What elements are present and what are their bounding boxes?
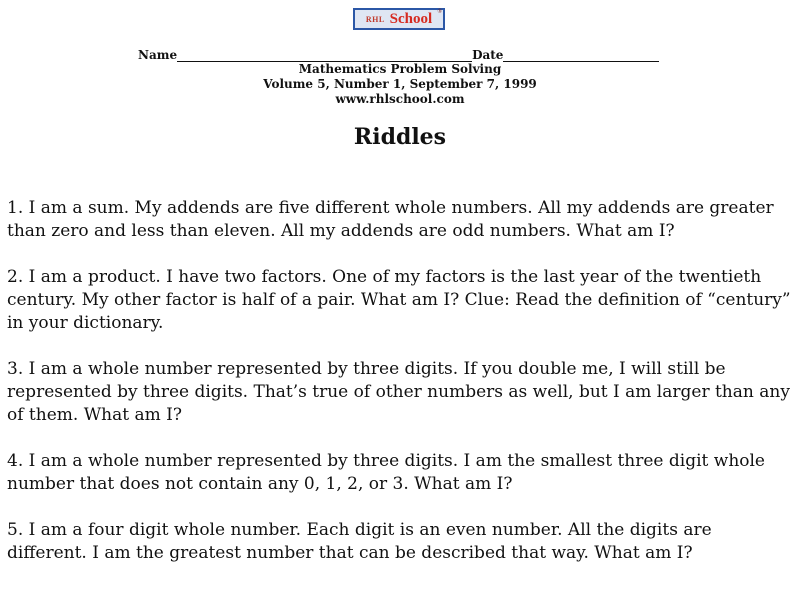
riddle-item: 3. I am a whole number represented by three digits. If you double me, I will still be represented by three digits. That’s true of other numbers as well, but I am larger than any of them. What am I?: [7, 359, 790, 425]
date-label: Date: [472, 48, 504, 62]
riddle-item: 5. I am a four digit whole number. Each digit is an even number. All the digits are different. I am the greatest number that can be described that way. What am I?: [7, 520, 712, 563]
website-text: www.rhlschool.com: [335, 92, 465, 106]
page-title: Riddles: [353, 124, 447, 150]
riddle-item: 2. I am a product. I have two factors. One of my factors is the last year of the twentieth century. My other factor is half of a pair. What am I? Clue: Read the definition of “century” in your dictionary.: [7, 267, 791, 333]
rhl-school-logo[interactable]: [353, 8, 445, 30]
riddle-item: 1. I am a sum. My addends are five different whole numbers. All my addends are greater than zero and less than eleven. All my addends are odd numbers. What am I?: [7, 198, 774, 241]
name-blank-line: [177, 49, 472, 62]
riddle-item: 4. I am a whole number represented by three digits. I am the smallest three digit whole number that does not contain any 0, 1, 2, or 3. What am I?: [7, 451, 765, 494]
logo-school-text: School: [389, 10, 433, 27]
name-label: Name: [138, 48, 178, 62]
logo-trademark: ®: [437, 9, 442, 15]
subject-heading: Mathematics Problem Solving: [298, 62, 502, 76]
riddle-list: [7, 197, 793, 588]
name-date-row: [138, 44, 668, 62]
date-blank-line: [503, 49, 659, 62]
logo-rhl-text: RHL: [365, 14, 385, 24]
issue-info: Volume 5, Number 1, September 7, 1999: [263, 77, 537, 91]
